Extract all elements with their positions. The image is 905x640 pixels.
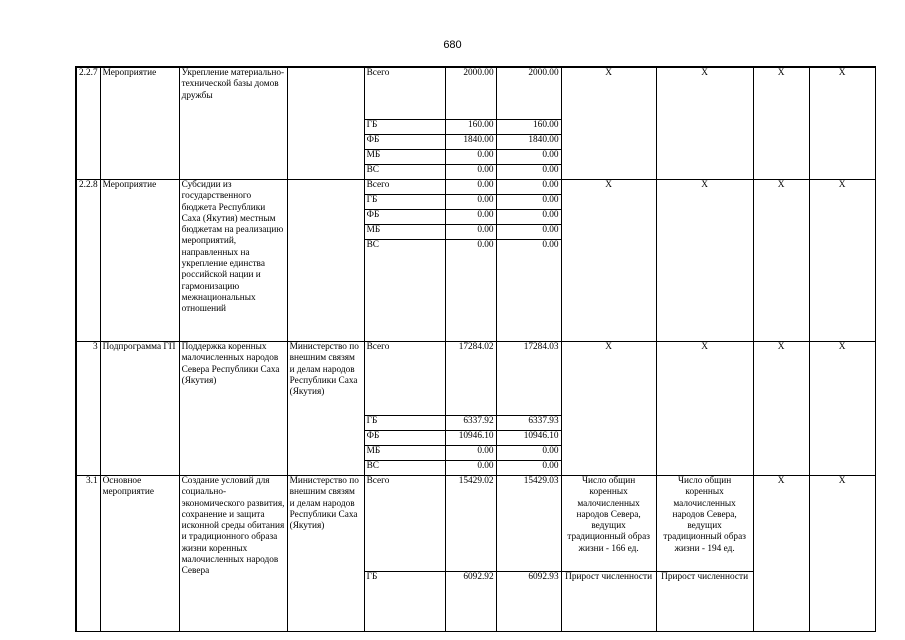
funding-value-1: 2000.00 [445, 68, 496, 120]
funding-value-1: 160.00 [445, 120, 496, 135]
funding-source: ВС [364, 240, 445, 342]
indicator-3: X [753, 68, 809, 180]
indicator-1: Число общин коренных малочисленных народов Севера, ведущих традиционный образ жизни - 166 ед. [561, 476, 656, 572]
funding-value-1: 10946.10 [445, 431, 496, 446]
funding-value-1: 17284.02 [445, 342, 496, 416]
page-number: 680 [443, 39, 462, 51]
indicator-2: X [656, 68, 753, 180]
funding-value-2: 160.00 [496, 120, 561, 135]
table-row [77, 68, 876, 120]
indicator-2-continued: Прирост численности [656, 572, 753, 632]
row-type: Мероприятие [100, 68, 179, 180]
funding-source: Всего [364, 180, 445, 195]
table-row [77, 180, 876, 195]
funding-value-1: 0.00 [445, 180, 496, 195]
indicator-4: X [809, 180, 875, 342]
funding-value-1: 0.00 [445, 461, 496, 476]
row-index: 2.2.7 [77, 68, 101, 180]
row-name: Создание условий для социально-экономического развития, сохранение и защита исконной среды обитания и традиционного образа жизни коренных малочисленных народов Севера [179, 476, 287, 632]
funding-value-2: 6092.93 [496, 572, 561, 632]
indicator-2: Число общин коренных малочисленных народов Севера, ведущих традиционный образ жизни - 194 ед. [656, 476, 753, 572]
row-name: Субсидии из государственного бюджета Республики Саха (Якутия) местным бюджетам на реализацию мероприятий, направленных на укрепление единства российской нации и гармонизацию межнациональных отношений [179, 180, 287, 342]
funding-value-2: 0.00 [496, 225, 561, 240]
row-executor [287, 180, 364, 342]
funding-value-1: 0.00 [445, 225, 496, 240]
row-executor: Министерство по внешним связям и делам народов Республики Саха (Якутия) [287, 342, 364, 476]
funding-source: ФБ [364, 431, 445, 446]
funding-value-2: 10946.10 [496, 431, 561, 446]
funding-source: Всего [364, 476, 445, 572]
funding-source: МБ [364, 446, 445, 461]
indicator-3: X [753, 476, 809, 632]
funding-value-2: 2000.00 [496, 68, 561, 120]
indicator-3: X [753, 342, 809, 476]
funding-value-1: 0.00 [445, 210, 496, 225]
funding-value-1: 6092.92 [445, 572, 496, 632]
indicator-4: X [809, 476, 875, 632]
indicator-1: X [561, 180, 656, 342]
row-executor [287, 68, 364, 180]
funding-value-1: 0.00 [445, 165, 496, 180]
funding-value-2: 1840.00 [496, 135, 561, 150]
program-table [75, 66, 876, 632]
indicator-4: X [809, 342, 875, 476]
funding-value-2: 0.00 [496, 195, 561, 210]
table-row [77, 476, 876, 572]
funding-value-2: 6337.93 [496, 416, 561, 431]
funding-source: Всего [364, 68, 445, 120]
funding-value-1: 6337.92 [445, 416, 496, 431]
funding-value-2: 0.00 [496, 240, 561, 342]
indicator-1: X [561, 68, 656, 180]
table-row [77, 342, 876, 416]
funding-value-2: 0.00 [496, 150, 561, 165]
funding-source: ФБ [364, 135, 445, 150]
indicator-2: X [656, 180, 753, 342]
row-index: 2.2.8 [77, 180, 101, 342]
funding-value-1: 0.00 [445, 150, 496, 165]
funding-source: ВС [364, 165, 445, 180]
indicator-2: X [656, 342, 753, 476]
indicator-3: X [753, 180, 809, 342]
funding-source: МБ [364, 150, 445, 165]
funding-source: ГБ [364, 120, 445, 135]
funding-value-2: 0.00 [496, 210, 561, 225]
funding-source: ГБ [364, 195, 445, 210]
row-type: Подпрограмма ГП [100, 342, 179, 476]
funding-value-2: 0.00 [496, 446, 561, 461]
row-name: Поддержка коренных малочисленных народов Севера Республики Саха (Якутия) [179, 342, 287, 476]
row-type: Мероприятие [100, 180, 179, 342]
funding-source: ГБ [364, 572, 445, 632]
funding-value-1: 1840.00 [445, 135, 496, 150]
funding-source: ВС [364, 461, 445, 476]
funding-value-1: 0.00 [445, 446, 496, 461]
row-index: 3 [77, 342, 101, 476]
funding-value-1: 0.00 [445, 195, 496, 210]
row-executor: Министерство по внешним связям и делам народов Республики Саха (Якутия) [287, 476, 364, 632]
funding-value-2: 0.00 [496, 165, 561, 180]
indicator-1: X [561, 342, 656, 476]
indicator-1-continued: Прирост численности [561, 572, 656, 632]
funding-value-1: 0.00 [445, 240, 496, 342]
funding-source: МБ [364, 225, 445, 240]
funding-source: ГБ [364, 416, 445, 431]
row-index: 3.1 [77, 476, 101, 632]
funding-value-2: 0.00 [496, 180, 561, 195]
funding-value-1: 15429.02 [445, 476, 496, 572]
indicator-4: X [809, 68, 875, 180]
funding-value-2: 15429.03 [496, 476, 561, 572]
row-name: Укрепление материально-технической базы домов дружбы [179, 68, 287, 180]
funding-value-2: 17284.03 [496, 342, 561, 416]
program-grid [76, 67, 876, 632]
row-type: Основное мероприятие [100, 476, 179, 632]
funding-value-2: 0.00 [496, 461, 561, 476]
funding-source: Всего [364, 342, 445, 416]
funding-source: ФБ [364, 210, 445, 225]
